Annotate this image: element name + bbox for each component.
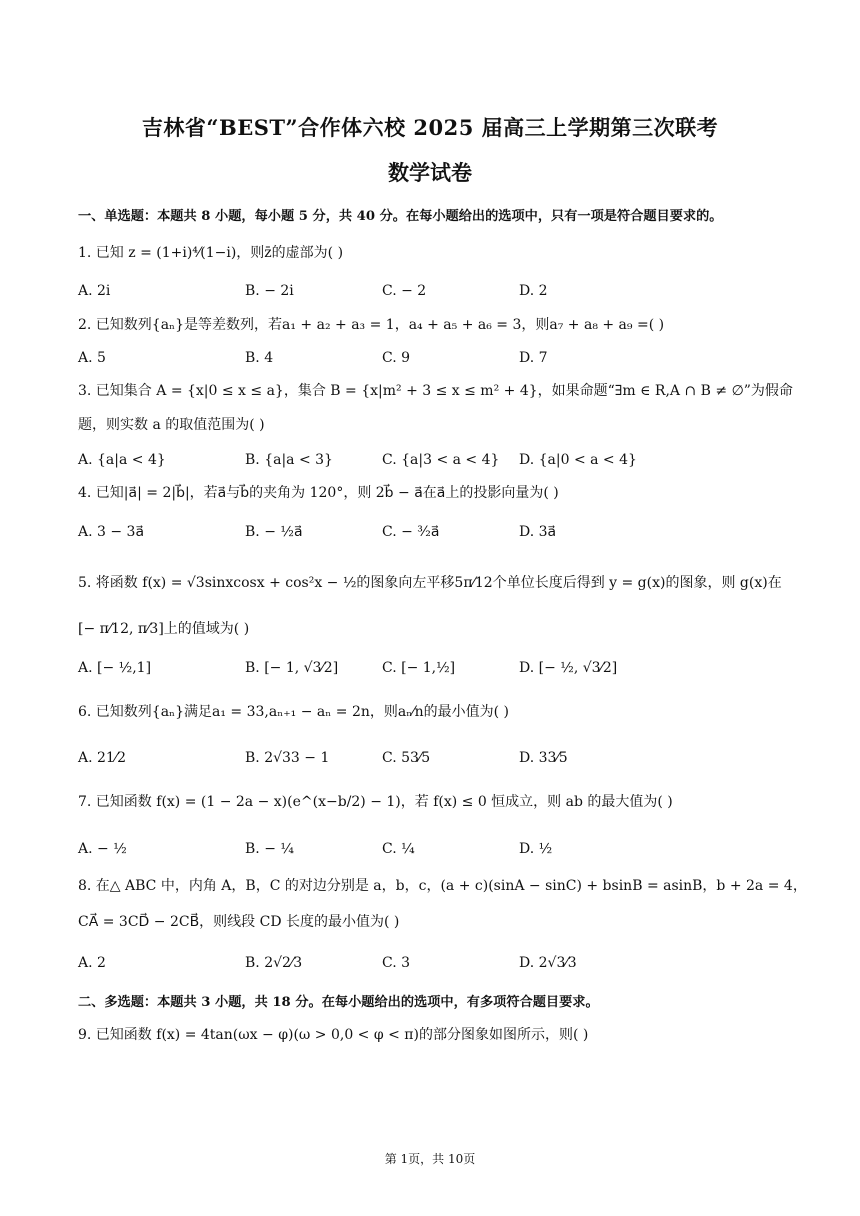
option-b: B. 4 [245, 350, 274, 366]
question-2-options [78, 350, 790, 372]
option-c: C. [− 1,½] [382, 660, 456, 676]
question-7-stem: 7. 已知函数 f(x) = (1 − 2a − x)(e^(x−b/2) − 1)，若 f(x) ≤ 0 恒成立，则 ab 的最大值为( ) [78, 794, 673, 810]
option-d: D. ½ [519, 841, 553, 857]
option-b: B. − ½a⃗ [245, 524, 303, 540]
question-4-stem: 4. 已知|a⃗| = 2|b⃗|，若a⃗与b⃗的夹角为 120°，则 2b⃗ − a⃗在a⃗上的投影向量为( ) [78, 485, 559, 501]
question-9-stem: 9. 已知函数 f(x) = 4tan(ωx − φ)(ω > 0,0 < φ < π)的部分图象如图所示，则( ) [78, 1027, 589, 1043]
option-c: C. 9 [382, 350, 411, 366]
question-5-stem [78, 560, 790, 652]
option-d: D. 3a⃗ [519, 524, 557, 540]
option-a: A. 5 [78, 350, 106, 366]
question-4-options [78, 524, 790, 546]
option-d: D. 7 [519, 350, 548, 366]
question-2-stem: 2. 已知数列{aₙ}是等差数列，若a₁ + a₂ + a₃ = 1，a₄ + a₅ + a₆ = 3，则a₇ + a₈ + a₉ =( ) [78, 317, 665, 333]
option-d: D. 2 [519, 283, 548, 299]
option-b: B. {a|a < 3} [245, 452, 333, 468]
question-3-options [78, 452, 790, 474]
option-a: A. − ½ [78, 841, 127, 857]
option-a: A. 3 − 3a⃗ [78, 524, 145, 540]
page-footer: 第 1页，共 10页 [384, 1152, 476, 1166]
section-heading-multiple-choice: 二、多选题：本题共 3 小题，共 18 分。在每小题给出的选项中，有多项符合题目要求。 [78, 995, 599, 1010]
option-c: C. 3 [382, 955, 411, 971]
question-8-stem-line: 8. 在△ ABC 中，内角 A，B，C 的对边分别是 a，b，c，(a + c)(sinA − sinC) + bsinB = asinB，b + 2a = 4， [78, 878, 807, 894]
option-c: C. ¼ [382, 841, 415, 857]
question-3-stem-line: 题，则实数 a 的取值范围为( ) [78, 417, 265, 433]
option-d: D. {a|0 < a < 4} [519, 452, 637, 468]
option-a: A. 2i [78, 283, 111, 299]
option-c: C. 53⁄5 [382, 750, 431, 766]
question-5-stem-line: [− π⁄12, π⁄3]上的值域为( ) [78, 621, 250, 637]
question-8-stem [78, 868, 807, 940]
question-3-stem [78, 374, 793, 442]
question-5-stem-line: 5. 将函数 f(x) = √3sinxcosx + cos²x − ½的图象向左平移5π⁄12个单位长度后得到 y = g(x)的图象，则 g(x)在 [78, 575, 782, 591]
question-8-options [78, 955, 790, 977]
option-d: D. 2√3⁄3 [519, 955, 577, 971]
option-c: C. {a|3 < a < 4} [382, 452, 500, 468]
question-1-options [78, 283, 790, 305]
option-a: A. 21⁄2 [78, 750, 127, 766]
question-6-options [78, 750, 790, 772]
option-a: A. [− ½,1] [78, 660, 152, 676]
section-heading-single-choice: 一、单选题：本题共 8 小题，每小题 5 分，共 40 分。在每小题给出的选项中，只有一项是符合题目要求的。 [78, 209, 723, 224]
question-8-stem-line: CA⃗ = 3CD⃗ − 2CB⃗，则线段 CD 长度的最小值为( ) [78, 914, 400, 930]
question-6-stem: 6. 已知数列{aₙ}满足a₁ = 33,aₙ₊₁ − aₙ = 2n，则aₙ⁄n的最小值为( ) [78, 704, 510, 720]
option-d: D. [− ½, √3⁄2] [519, 660, 618, 676]
option-b: B. 2√33 − 1 [245, 750, 330, 766]
option-c: C. − 2 [382, 283, 427, 299]
question-3-stem-line: 3. 已知集合 A = {x|0 ≤ x ≤ a}，集合 B = {x|m² + 3 ≤ x ≤ m² + 4}，如果命题“∃m ∈ R,A ∩ B ≠ ∅”为假命 [78, 383, 793, 399]
question-1-stem: 1. 已知 z = (1+i)⁴⁄(1−i)，则z̄的虚部为( ) [78, 245, 344, 261]
option-a: A. 2 [78, 955, 106, 971]
exam-title: 吉林省“BEST”合作体六校 2025 届高三上学期第三次联考 [141, 115, 719, 140]
option-c: C. − ³⁄₂a⃗ [382, 524, 440, 540]
option-b: B. [− 1, √3⁄2] [245, 660, 339, 676]
question-5-options [78, 660, 790, 682]
exam-subtitle: 数学试卷 [388, 160, 472, 185]
option-a: A. {a|a < 4} [78, 452, 166, 468]
option-b: B. − 2i [245, 283, 294, 299]
question-7-options [78, 841, 790, 863]
option-d: D. 33⁄5 [519, 750, 568, 766]
option-b: B. 2√2⁄3 [245, 955, 303, 971]
option-b: B. − ¼ [245, 841, 294, 857]
